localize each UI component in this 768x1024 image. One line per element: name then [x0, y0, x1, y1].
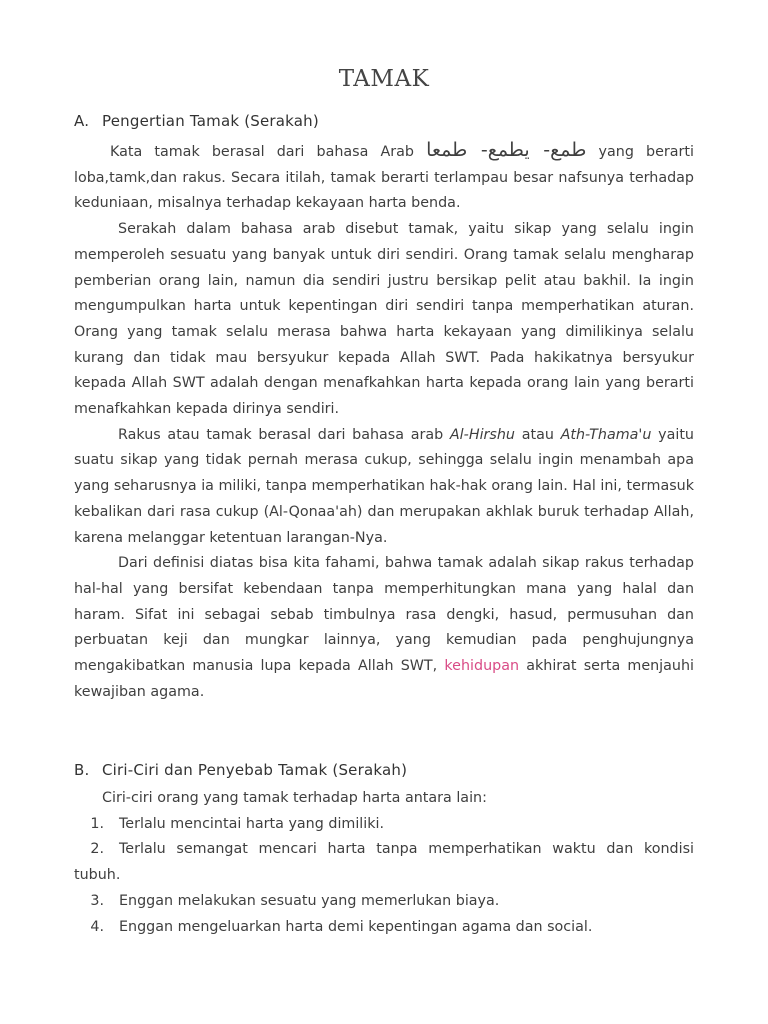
list-intro: Ciri-ciri orang yang tamak terhadap harta antara lain:: [102, 790, 487, 806]
paragraph-4: [74, 551, 694, 705]
list-item-text: Terlalu semangat mencari harta tanpa memperhatikan waktu dan kondisi tubuh.: [74, 841, 694, 884]
paragraph-3-start: Rakus atau tamak berasal dari bahasa arab: [118, 426, 444, 443]
list-item: [74, 837, 694, 888]
term-al-hirshu: Al-Hirshu: [449, 426, 515, 443]
kehidupan-link[interactable]: kehidupan: [444, 658, 520, 675]
list-item-text: Enggan mengeluarkan harta demi kepentingan agama dan social.: [119, 918, 593, 935]
section-a-title: Pengertian Tamak (Serakah): [102, 112, 319, 130]
paragraph-1-rest: loba,tamk,dan rakus. Secara itilah, tamak berarti terlampau besar nafsunya terhadap keduniaan, misalnya terhadap kekayaan harta benda.: [74, 169, 694, 212]
term-ath-thamau: Ath-Thama'u: [560, 426, 652, 443]
document-title: TAMAK: [338, 66, 430, 92]
list-item-number: 4.: [90, 918, 104, 935]
list-item-text: Terlalu mencintai harta yang dimiliki.: [119, 815, 385, 832]
section-b-title: Ciri-Ciri dan Penyebab Tamak (Serakah): [102, 761, 408, 779]
list-item-number: 3.: [90, 892, 104, 909]
paragraph-2: Serakah dalam bahasa arab disebut tamak, yaitu sikap yang selalu ingin memperoleh sesuatu yang banyak untuk diri sendiri. Orang tamak selalu mengharap pemberian orang lain, namun dia sendiri justru bersikap pelit atau bakhil. Ia ingin mengumpulkan harta untuk kepentingan diri sendiri tanpa memperhatikan aturan. Orang yang tamak selalu merasa bahwa harta kekayaan yang dimilikinya selalu kurang dan tidak mau bersyukur kepada Allah SWT. Pada hakikatnya bersyukur kepada Allah SWT adalah dengan menafkahkan harta kepada orang lain yang berarti menafkahkan kepada dirinya sendiri.: [74, 221, 694, 418]
paragraph-1-first-line: [74, 138, 694, 166]
paragraph-4-start: Dari definisi diatas bisa kita fahami, bahwa tamak adalah sikap rakus terhadap hal-hal yang bersifat kebendaan tanpa memperhitungkan mana yang halal dan haram. Sifat ini sebagai sebab timbulnya rasa dengki, hasud, permusuhan dan perbuatan keji dan mungkar lainnya, yang kemudian pada penghujungnya mengakibatkan manusia lupa kepada Allah SWT,: [74, 555, 694, 675]
section-a-heading: [74, 112, 319, 130]
list-item-number: 1.: [90, 815, 104, 832]
section-a-body: [74, 138, 694, 705]
list-item: [74, 915, 694, 941]
paragraph-3: [74, 423, 694, 552]
paragraph-1-start: Kata tamak berasal dari bahasa Arab: [110, 144, 415, 160]
list-item-text: Enggan melakukan sesuatu yang memerlukan biaya.: [119, 892, 500, 909]
list-item: [74, 889, 694, 915]
section-b-heading: [74, 761, 407, 779]
paragraph-3-and: atau: [521, 426, 554, 443]
section-b-label: B.: [74, 761, 90, 779]
arabic-term: طمع- يطمع- طمعا: [426, 139, 587, 161]
paragraph-3-rest: yaitu suatu sikap yang tidak pernah merasa cukup, sehingga selalu ingin menambah apa yang seharusnya ia miliki, tanpa memperhatikan hak-hak orang lain. Hal ini, termasuk kebalikan dari rasa cukup (Al-Qonaa'ah) dan merupakan akhlak buruk terhadap Allah, karena melanggar ketentuan larangan-Nya.: [74, 426, 694, 546]
list-item: [74, 812, 694, 838]
characteristics-list: [74, 786, 694, 940]
list-item-number: 2.: [90, 841, 104, 858]
paragraph-1-mid: yang berarti: [598, 144, 694, 160]
section-a-label: A.: [74, 112, 90, 130]
paragraph-4-end: akhirat serta menjauhi kewajiban agama.: [74, 658, 694, 700]
